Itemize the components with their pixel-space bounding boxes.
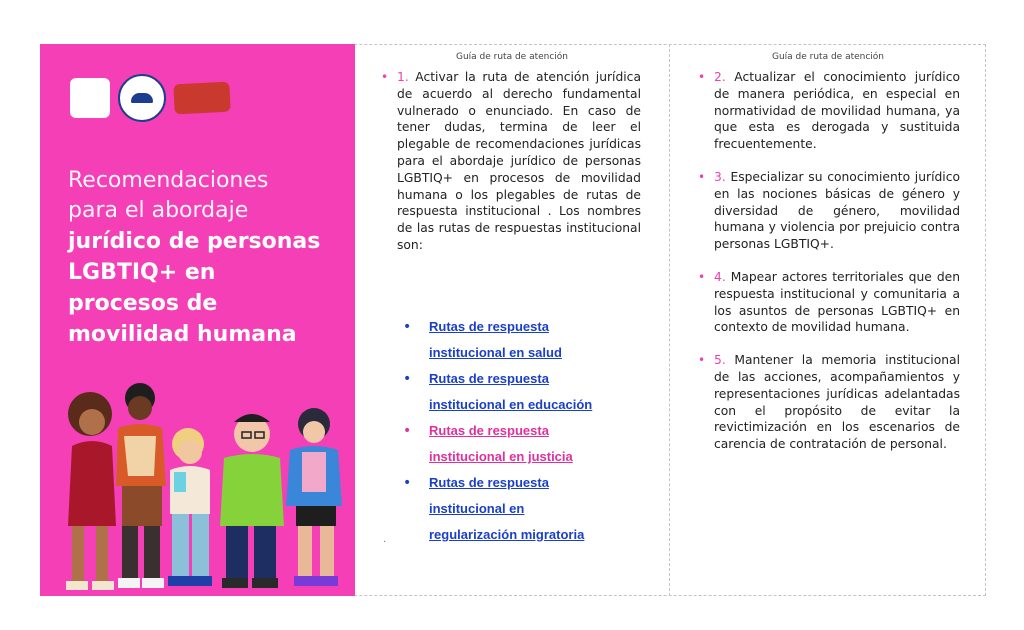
- caribe-afirmativo-logo: [70, 78, 110, 118]
- list-item: [403, 314, 633, 366]
- list-item: [698, 169, 960, 253]
- right-panel-header: Guía de ruta de atención: [771, 52, 885, 62]
- item-text: Actualizar el conocimiento jurídico de manera periódica, en especial en normatividad de movilidad humana, ya que esta es derogada y sustituida frecuentemente.: [714, 70, 960, 152]
- cover-title: [68, 166, 338, 350]
- pink-bullet-icon: •: [698, 353, 706, 368]
- list-item: [698, 352, 960, 453]
- list-item: [698, 269, 960, 336]
- title-light-line-2: para el abordaje: [68, 198, 249, 223]
- bullet-icon: •: [403, 423, 412, 439]
- morral-logo: [173, 82, 230, 115]
- item-text: Activar la ruta de atención jurídica de acuerdo al derecho fundamental vulnerado o enunciado. En caso de tener dudas, termina de leer el plegable de recomendaciones jurídicas para el abordaje jurídico de personas LGBTIQ+ en procesos de movilidad humana o los plegables de rutas de respuesta institucional . Los nombres de las rutas de respuestas institucional son:: [397, 70, 641, 252]
- middle-panel: [355, 44, 670, 596]
- link-rutas-justicia[interactable]: Rutas de respuesta institucional en justicia: [429, 423, 573, 464]
- pink-bullet-icon: •: [698, 70, 706, 84]
- recommendations-list: [698, 69, 960, 469]
- item-number: 3.: [714, 169, 726, 184]
- stray-dot: ·: [383, 537, 387, 548]
- list-item: [403, 470, 633, 548]
- middle-panel-header: Guía de ruta de atención: [455, 52, 569, 62]
- bullet-icon: •: [403, 371, 412, 387]
- link-rutas-regularizacion-migratoria[interactable]: Rutas de respuesta institucional en regularización migratoria: [429, 475, 585, 542]
- pink-bullet-icon: •: [698, 269, 706, 284]
- item-text: Mapear actores territoriales que den respuesta institucional y comunitaria a los asuntos de personas LGBTIQ+ en contexto de movilidad humana.: [714, 269, 960, 335]
- item-number: 4.: [714, 269, 726, 284]
- person-denim-jacket-figure: [286, 408, 342, 586]
- group-of-five-people-illustration: [58, 376, 348, 596]
- bullet-icon: •: [403, 475, 412, 491]
- item-number: 2.: [714, 70, 726, 84]
- list-item: [403, 366, 633, 418]
- person-orange-jacket-figure: [116, 383, 166, 588]
- title-bold-line-1: jurídico de personas: [68, 229, 321, 254]
- item-1: [381, 69, 641, 254]
- logo-row: [70, 74, 230, 122]
- item-number: 5.: [714, 353, 726, 368]
- title-light-line-1: Recomendaciones: [68, 168, 269, 193]
- list-item: [403, 418, 633, 470]
- right-panel: [670, 44, 986, 596]
- usaid-seal-icon: [131, 93, 153, 103]
- cover-panel: [40, 44, 355, 596]
- person-red-dress-figure: [66, 392, 116, 590]
- link-rutas-educacion[interactable]: Rutas de respuesta institucional en educación: [429, 371, 593, 412]
- link-rutas-salud[interactable]: Rutas de respuesta institucional en salud: [429, 319, 562, 360]
- person-blonde-jeans-figure: [168, 428, 212, 586]
- item-text: Especializar su conocimiento jurídico en las nociones básicas de género y diversidad de género, movilidad humana y violencia por prejuicio contra personas LGBTIQ+.: [714, 169, 960, 252]
- title-bold-line-2: LGBTIQ+ en: [68, 260, 216, 285]
- title-bold-line-3: procesos de: [68, 291, 218, 316]
- title-bold-line-4: movilidad humana: [68, 322, 297, 347]
- item-number: 1.: [397, 70, 409, 84]
- list-item: [698, 69, 960, 153]
- pink-bullet-icon: •: [698, 169, 706, 184]
- item-text: Mantener la memoria institucional de las acciones, acompañamientos y representaciones jurídicas adelantadas con el propósito de evitar la revictimización en los escenarios de carencia de contratación de personal.: [714, 353, 960, 452]
- pink-bullet-icon: •: [381, 70, 389, 84]
- person-green-shirt-figure: [220, 414, 284, 588]
- institutional-routes-link-list: [403, 314, 633, 548]
- usaid-logo: [118, 74, 166, 122]
- bullet-icon: •: [403, 319, 412, 335]
